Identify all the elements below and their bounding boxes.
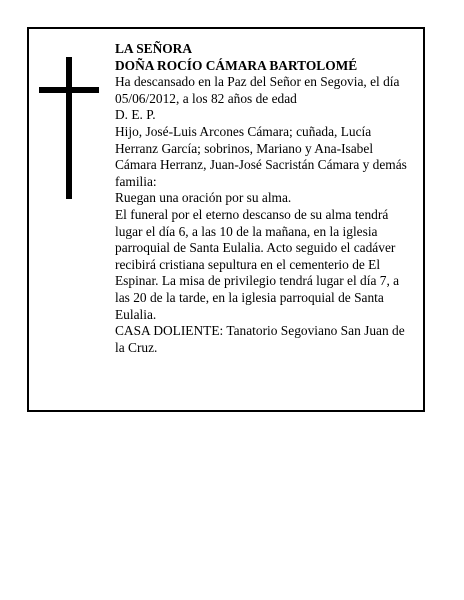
notice-heading: LA SEÑORA xyxy=(115,41,193,56)
notice-text xyxy=(115,41,417,356)
family-list: Hijo, José-Luis Arcones Cámara; cuñada, Lucía Herranz García; sobrinos, Mariano y Ana-Isabel Cámara Herranz, Juan-José Sacristán Cámara y demás familia: xyxy=(115,123,407,189)
cross-horizontal-bar xyxy=(39,87,99,93)
death-statement: Ha descansado en la Paz del Señor en Segovia, el día 05/06/2012, a los 82 años de edad xyxy=(115,74,400,106)
funeral-details: El funeral por el eterno descanso de su alma tendrá lugar el día 6, a las 10 de la mañana, en la iglesia parroquial de Santa Eulalia. Acto seguido el cadáver recibirá cristiana sepultura en el cementerio de El Espinar. La misa de privilegio tendrá lugar el día 7, a las 20 de la tarde, en la iglesia parroquial de Santa Eulalia. xyxy=(115,206,400,322)
deceased-name: DOÑA ROCÍO CÁMARA BARTOLOMÉ xyxy=(115,57,358,73)
cross-vertical-bar xyxy=(66,57,72,199)
obituary-notice xyxy=(27,27,425,412)
rip-line: D. E. P. xyxy=(115,107,156,123)
prayer-request: Ruegan una oración por su alma. xyxy=(115,190,292,206)
mourning-house: CASA DOLIENTE: Tanatorio Segoviano San Juan de la Cruz. xyxy=(115,323,405,355)
cross-icon xyxy=(39,57,99,199)
